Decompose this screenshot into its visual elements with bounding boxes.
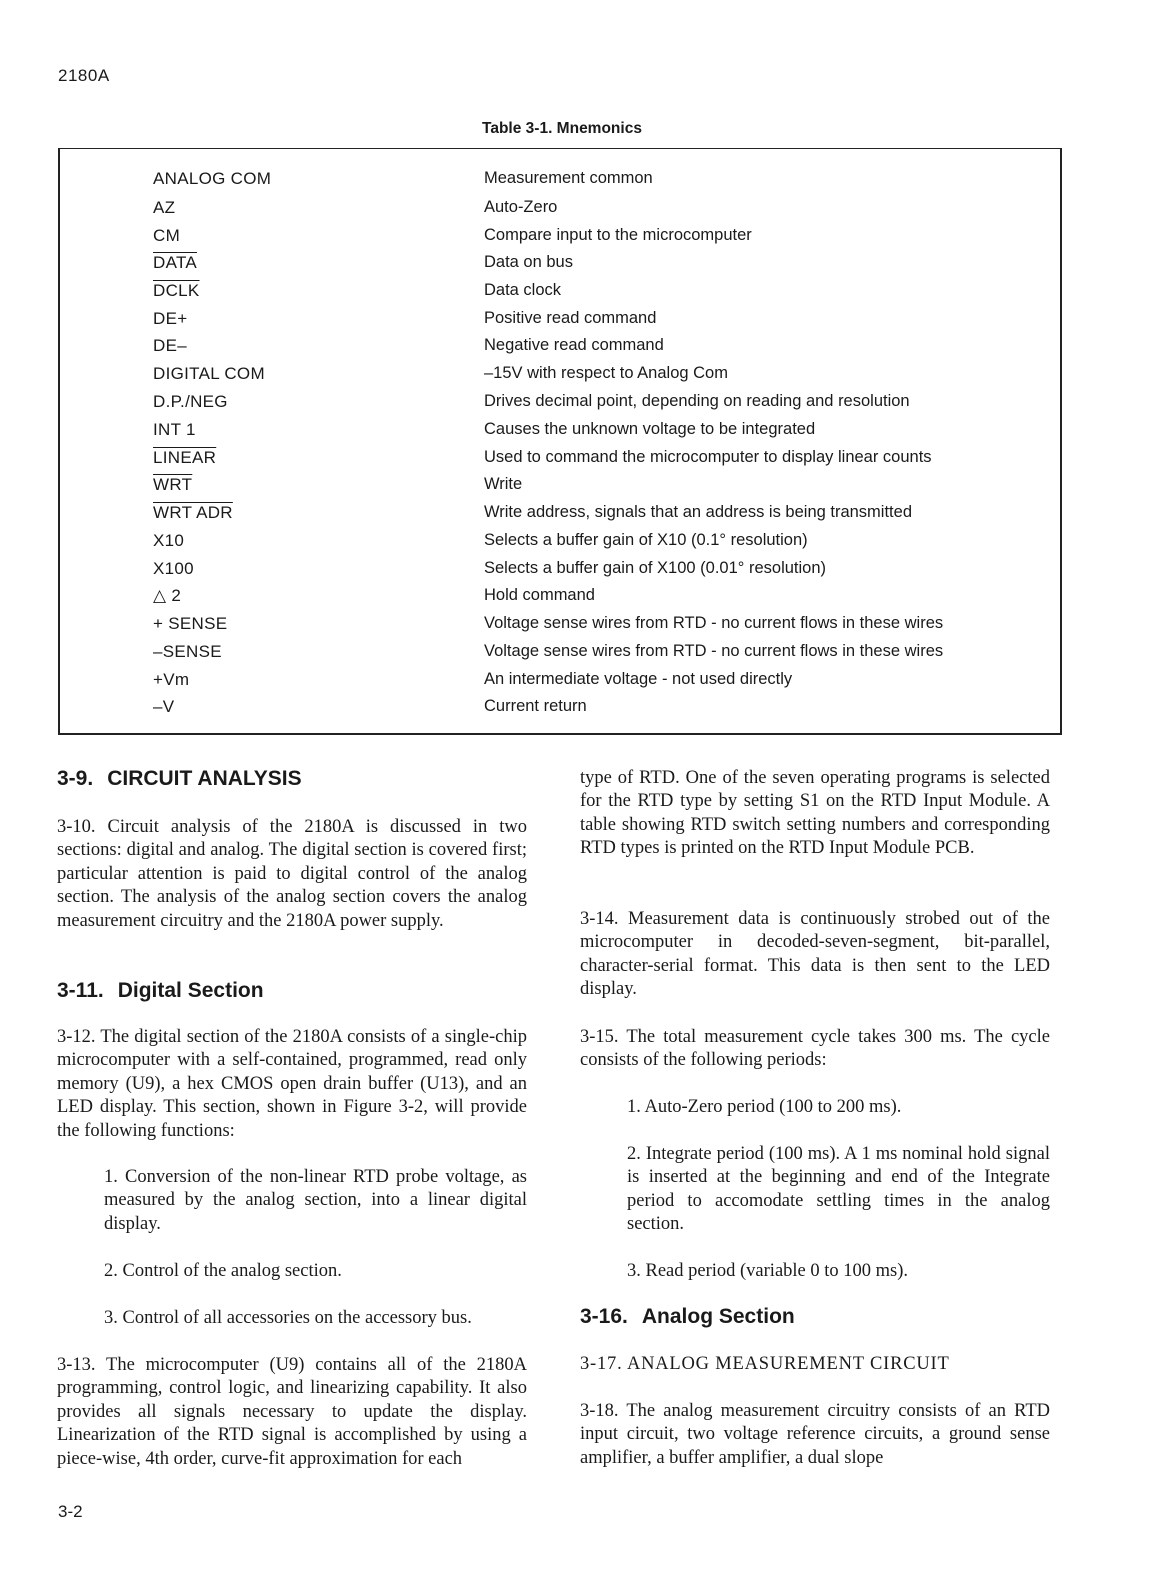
mnemonic: DIGITAL COM [153,364,265,383]
definition: Current return [484,697,587,715]
mnemonic: LINEAR [153,448,217,467]
paragraph-3-18: 3-18. The analog measurement circuitry consists of an RTD input circuit, two voltage reference circuits, a ground sense amplifier, a buffer amplifier, a dual slope [580,1401,1050,1468]
list-item: 1. Conversion of the non-linear RTD probe voltage, as measured by the analog section, into a linear digital display. [104,1167,527,1234]
definition: Hold command [484,586,595,604]
table-row [60,392,1060,419]
mnemonic: + SENSE [153,614,228,633]
definition: Causes the unknown voltage to be integrated [484,420,816,438]
paragraph-continued: type of RTD. One of the seven operating programs is selected for the RTD type by setting S1 on the RTD Input Module. A table showing RTD switch setting numbers and corresponding RTD types is printed on the RTD Input Module PCB. [580,768,1050,859]
mnemonic: DE+ [153,309,188,328]
table-row [60,614,1060,641]
list-item: 2. Integrate period (100 ms). A 1 ms nominal hold signal is inserted at the beginning and end of the Integrate period to accomodate settling times in the analog section. [627,1144,1050,1235]
mnemonic: DE– [153,336,187,355]
mnemonic: CM [153,226,181,245]
list-item: 2. Control of the analog section. [104,1261,342,1281]
table-row [60,475,1060,502]
table-row [60,697,1060,724]
table-row [60,364,1060,391]
definition: Used to command the microcomputer to display linear counts [484,448,932,466]
mnemonic: –V [153,697,175,716]
heading-number: 3-11. [57,979,104,1002]
definition: Compare input to the microcomputer [484,226,752,244]
table-row [60,586,1060,613]
table-row [60,198,1060,225]
definition: Data on bus [484,253,573,271]
mnemonic: INT 1 [153,420,196,439]
definition: Selects a buffer gain of X10 (0.1° resolution) [484,531,808,549]
definition: Write address, signals that an address is being transmitted [484,503,912,521]
table-row [60,253,1060,280]
heading-number: 3-16. [580,1305,628,1328]
mnemonic: +Vm [153,670,190,689]
definition: Negative read command [484,336,664,354]
heading-title: Analog Section [641,1305,795,1328]
heading-title: Digital Section [117,979,264,1002]
mnemonic: $\overline{WRT}$ [153,475,193,494]
definition: Measurement common [484,169,653,187]
mnemonic: DCLK [153,281,200,300]
heading-3-9 [57,766,302,792]
table-row [60,503,1060,530]
table-row [60,309,1060,336]
definition: Voltage sense wires from RTD - no current flows in these wires [484,614,944,632]
mnemonic: –SENSE [153,642,222,661]
definition: Voltage sense wires from RTD - no current flows in these wires [484,642,944,660]
mnemonic: X100 [153,559,194,578]
mnemonic: △ 2 [153,586,182,605]
heading-3-11 [57,978,264,1004]
mnemonic: DATA [153,253,198,272]
page-number: 3-2 [58,1502,83,1521]
definition: Write [484,475,523,493]
table-row [60,336,1060,363]
heading-3-16 [580,1304,795,1330]
definition: Selects a buffer gain of X100 (0.01° resolution) [484,559,827,577]
definition: Positive read command [484,309,657,327]
definition: –15V with respect to Analog Com [484,364,728,382]
mnemonic: D.P./NEG [153,392,228,411]
mnemonic: ANALOG COM [153,169,272,188]
mnemonic: WRT ADR [153,503,233,522]
paragraph-3-12: 3-12. The digital section of the 2180A consists of a single-chip microcomputer with a self-contained, programmed, read only memory (U9), a hex CMOS open drain buffer (U13), and an LED display. This section, shown in Figure 3-2, will provide the following functions: [57,1027,527,1141]
table-row [60,281,1060,308]
table-row [60,169,1060,196]
table-title: Table 3-1. Mnemonics [482,120,642,137]
paragraph-3-13: 3-13. The microcomputer (U9) contains all of the 2180A programming, control logic, and linearizing capability. It also provides all signals necessary to update the display. Linearization of the RTD signal is accomplished by using a piece-wise, 4th order, curve-fit approximation for each [57,1355,527,1469]
definition: Auto-Zero [484,198,558,216]
table-row [60,559,1060,586]
mnemonic: X10 [153,531,185,550]
heading-title: CIRCUIT ANALYSIS [107,767,302,790]
mnemonics-table [58,148,1062,735]
table-row [60,226,1060,253]
table-row [60,670,1060,697]
paragraph-3-10: 3-10. Circuit analysis of the 2180A is discussed in two sections: digital and analog. The digital section is covered first; particular attention is paid to digital control of the analog section. The analysis of the analog section covers the analog measurement circuitry and the 2180A power supply. [57,817,527,931]
paragraph-3-17: 3-17. ANALOG MEASUREMENT CIRCUIT [580,1354,950,1374]
paragraph-3-15: 3-15. The total measurement cycle takes 300 ms. The cycle consists of the following periods: [580,1027,1050,1071]
definition: Drives decimal point, depending on reading and resolution [484,392,910,410]
definition: Data clock [484,281,562,299]
definition: An intermediate voltage - not used directly [484,670,793,688]
list-item: 3. Read period (variable 0 to 100 ms). [627,1261,909,1281]
table-row [60,448,1060,475]
mnemonic: AZ [153,198,176,217]
list-item: 3. Control of all accessories on the accessory bus. [104,1308,472,1328]
list-item: 1. Auto-Zero period (100 to 200 ms). [627,1097,902,1117]
table-row [60,642,1060,669]
heading-number: 3-9. [57,767,94,790]
paragraph-3-14: 3-14. Measurement data is continuously strobed out of the microcomputer in decoded-seven-segment, bit-parallel, character-serial format. This data is then sent to the LED display. [580,909,1050,1000]
table-row [60,531,1060,558]
table-row [60,420,1060,447]
document-id: 2180A [58,66,110,85]
